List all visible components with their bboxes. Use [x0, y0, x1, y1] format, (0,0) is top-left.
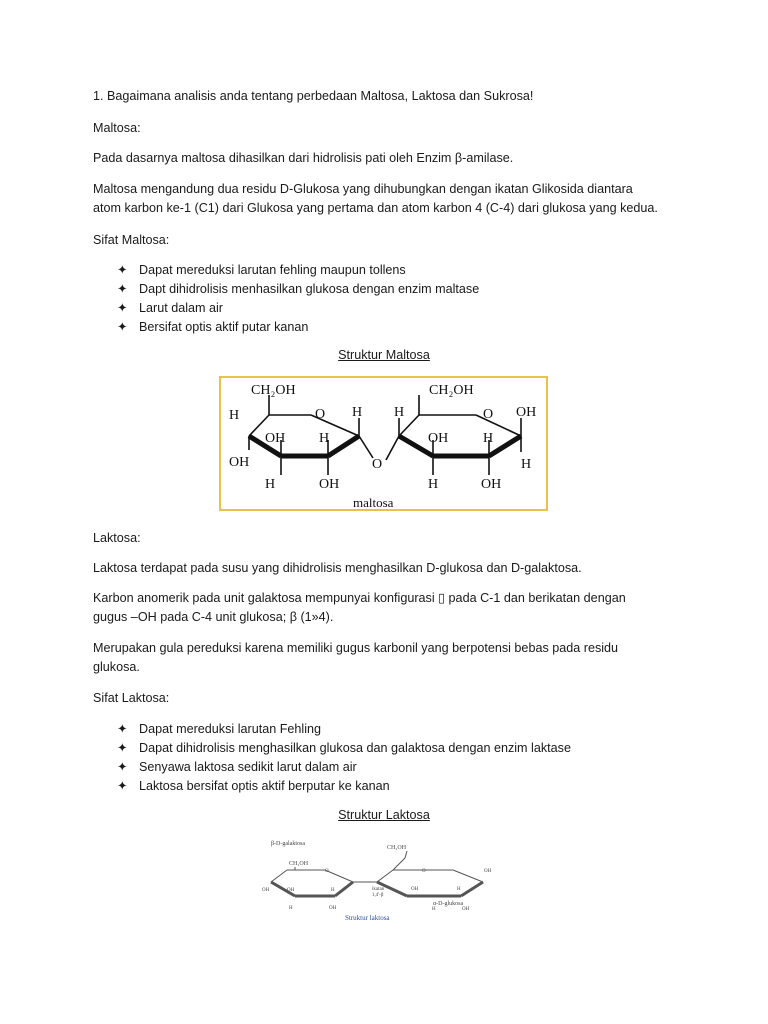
laktosa-paragraph-3-line-1: Merupakan gula pereduksi karena memiliki gugus karbonil yang berpotensi bebas pada residu: [93, 641, 619, 655]
maltosa-figure-label: maltosa: [353, 495, 394, 509]
ring-oxygen-label: O: [315, 407, 326, 422]
ch2oh-label: CH₂OH: [289, 861, 309, 867]
bullet-star-icon: ✦: [117, 282, 128, 296]
maltosa-paragraph-1: Pada dasarnya maltosa dihasilkan dari hidrolisis pati oleh Enzim β-amilase.: [93, 151, 514, 165]
bullet-star-icon: ✦: [117, 741, 128, 755]
h-label: H: [352, 405, 363, 420]
h-label: H: [319, 431, 330, 446]
oh-label: OH: [428, 431, 449, 446]
laktosa-structure-figure: [257, 836, 515, 928]
h-label: H: [331, 888, 335, 893]
oh-label: OH: [262, 888, 270, 893]
oh-label: OH: [319, 477, 340, 492]
sifat-maltosa-heading: Sifat Maltosa:: [93, 233, 170, 247]
h-label: H: [428, 477, 439, 492]
h-label: H: [483, 431, 494, 446]
maltosa-heading: Maltosa:: [93, 121, 141, 135]
list-item: ✦ Dapat dihidrolisis menghasilkan glukosa dan galaktosa dengan enzim laktase: [117, 739, 571, 758]
ring-oxygen-label: O: [325, 869, 329, 874]
oh-label: OH: [411, 887, 419, 892]
ring-oxygen-label: O: [483, 407, 494, 422]
oh-label: OH: [265, 431, 286, 446]
h-label: H: [457, 887, 461, 892]
list-item: ✦ Dapt dihidrolisis menhasilkan glukosa dengan enzim maltase: [117, 280, 479, 299]
question-text: 1. Bagaimana analisis anda tentang perbedaan Maltosa, Laktosa dan Sukrosa!: [93, 89, 534, 103]
h-label: H: [265, 477, 276, 492]
oh-label: OH: [287, 888, 295, 893]
h-label: H: [432, 907, 436, 912]
laktosa-paragraph-2-line-2: gugus –OH pada C-4 unit glukosa; β (1»4).: [93, 610, 334, 624]
laktosa-paragraph-1: Laktosa terdapat pada susu yang dihidrolisis menghasilkan D-glukosa dan D-galaktosa.: [93, 561, 582, 575]
bullet-star-icon: ✦: [117, 760, 128, 774]
ch2oh-label: CH₂OH: [429, 383, 474, 398]
glycosidic-oxygen-label: O: [372, 457, 383, 472]
list-item: ✦ Laktosa bersifat optis aktif berputar ke kanan: [117, 777, 390, 796]
beta-d-galaktosa-label: β-D-galaktosa: [271, 841, 306, 847]
ch2oh-label: CH₂OH: [387, 845, 407, 851]
ch2oh-label: CH₂OH: [251, 383, 296, 398]
sifat-laktosa-heading: Sifat Laktosa:: [93, 691, 170, 705]
maltosa-structure-diagram: [221, 378, 546, 509]
bond-label: ikatan: [372, 887, 385, 892]
h-label: H: [521, 457, 532, 472]
list-item: ✦ Dapat mereduksi larutan fehling maupun tollens: [117, 261, 406, 280]
oh-label: OH: [229, 455, 250, 470]
h-label: H: [394, 405, 405, 420]
oh-label: OH: [481, 477, 502, 492]
laktosa-structure-diagram: [257, 836, 515, 928]
ring-oxygen-label: O: [422, 869, 426, 874]
laktosa-paragraph-3-line-2: glukosa.: [93, 660, 140, 674]
struktur-laktosa-figure-label: Struktur laktosa: [345, 914, 390, 922]
list-item: ✦ Larut dalam air: [117, 299, 223, 318]
laktosa-paragraph-2-line-1: Karbon anomerik pada unit galaktosa mempunyai konfigurasi ▯ pada C-1 dan berikatan dengan: [93, 591, 626, 605]
bullet-star-icon: ✦: [117, 320, 128, 334]
maltosa-structure-figure: [219, 376, 548, 511]
oh-label: OH: [516, 405, 537, 420]
oh-label: OH: [329, 906, 337, 911]
struktur-maltosa-caption: Struktur Maltosa: [338, 348, 430, 362]
oh-label: OH: [484, 869, 492, 874]
maltosa-paragraph-2-line-1: Maltosa mengandung dua residu D-Glukosa yang dihubungkan dengan ikatan Glikosida diantara: [93, 182, 633, 196]
bullet-star-icon: ✦: [117, 263, 128, 277]
bullet-star-icon: ✦: [117, 301, 128, 315]
alpha-d-glukosa-label: α-D-glukosa: [433, 901, 464, 907]
bullet-star-icon: ✦: [117, 722, 128, 736]
list-item: ✦ Senyawa laktosa sedikit larut dalam air: [117, 758, 357, 777]
struktur-laktosa-caption: Struktur Laktosa: [338, 808, 430, 822]
maltosa-paragraph-2-line-2: atom karbon ke-1 (C1) dari Glukosa yang pertama dan atom karbon 4 (C-4) dari glukosa yang kedua.: [93, 201, 658, 215]
bond-label: 1,4'-β: [372, 893, 384, 898]
bullet-star-icon: ✦: [117, 779, 128, 793]
h-label: H: [229, 408, 240, 423]
h-label: H: [289, 906, 293, 911]
oh-label: OH: [462, 907, 470, 912]
list-item: ✦ Bersifat optis aktif putar kanan: [117, 318, 308, 337]
list-item: ✦ Dapat mereduksi larutan Fehling: [117, 720, 321, 739]
laktosa-heading: Laktosa:: [93, 531, 141, 545]
